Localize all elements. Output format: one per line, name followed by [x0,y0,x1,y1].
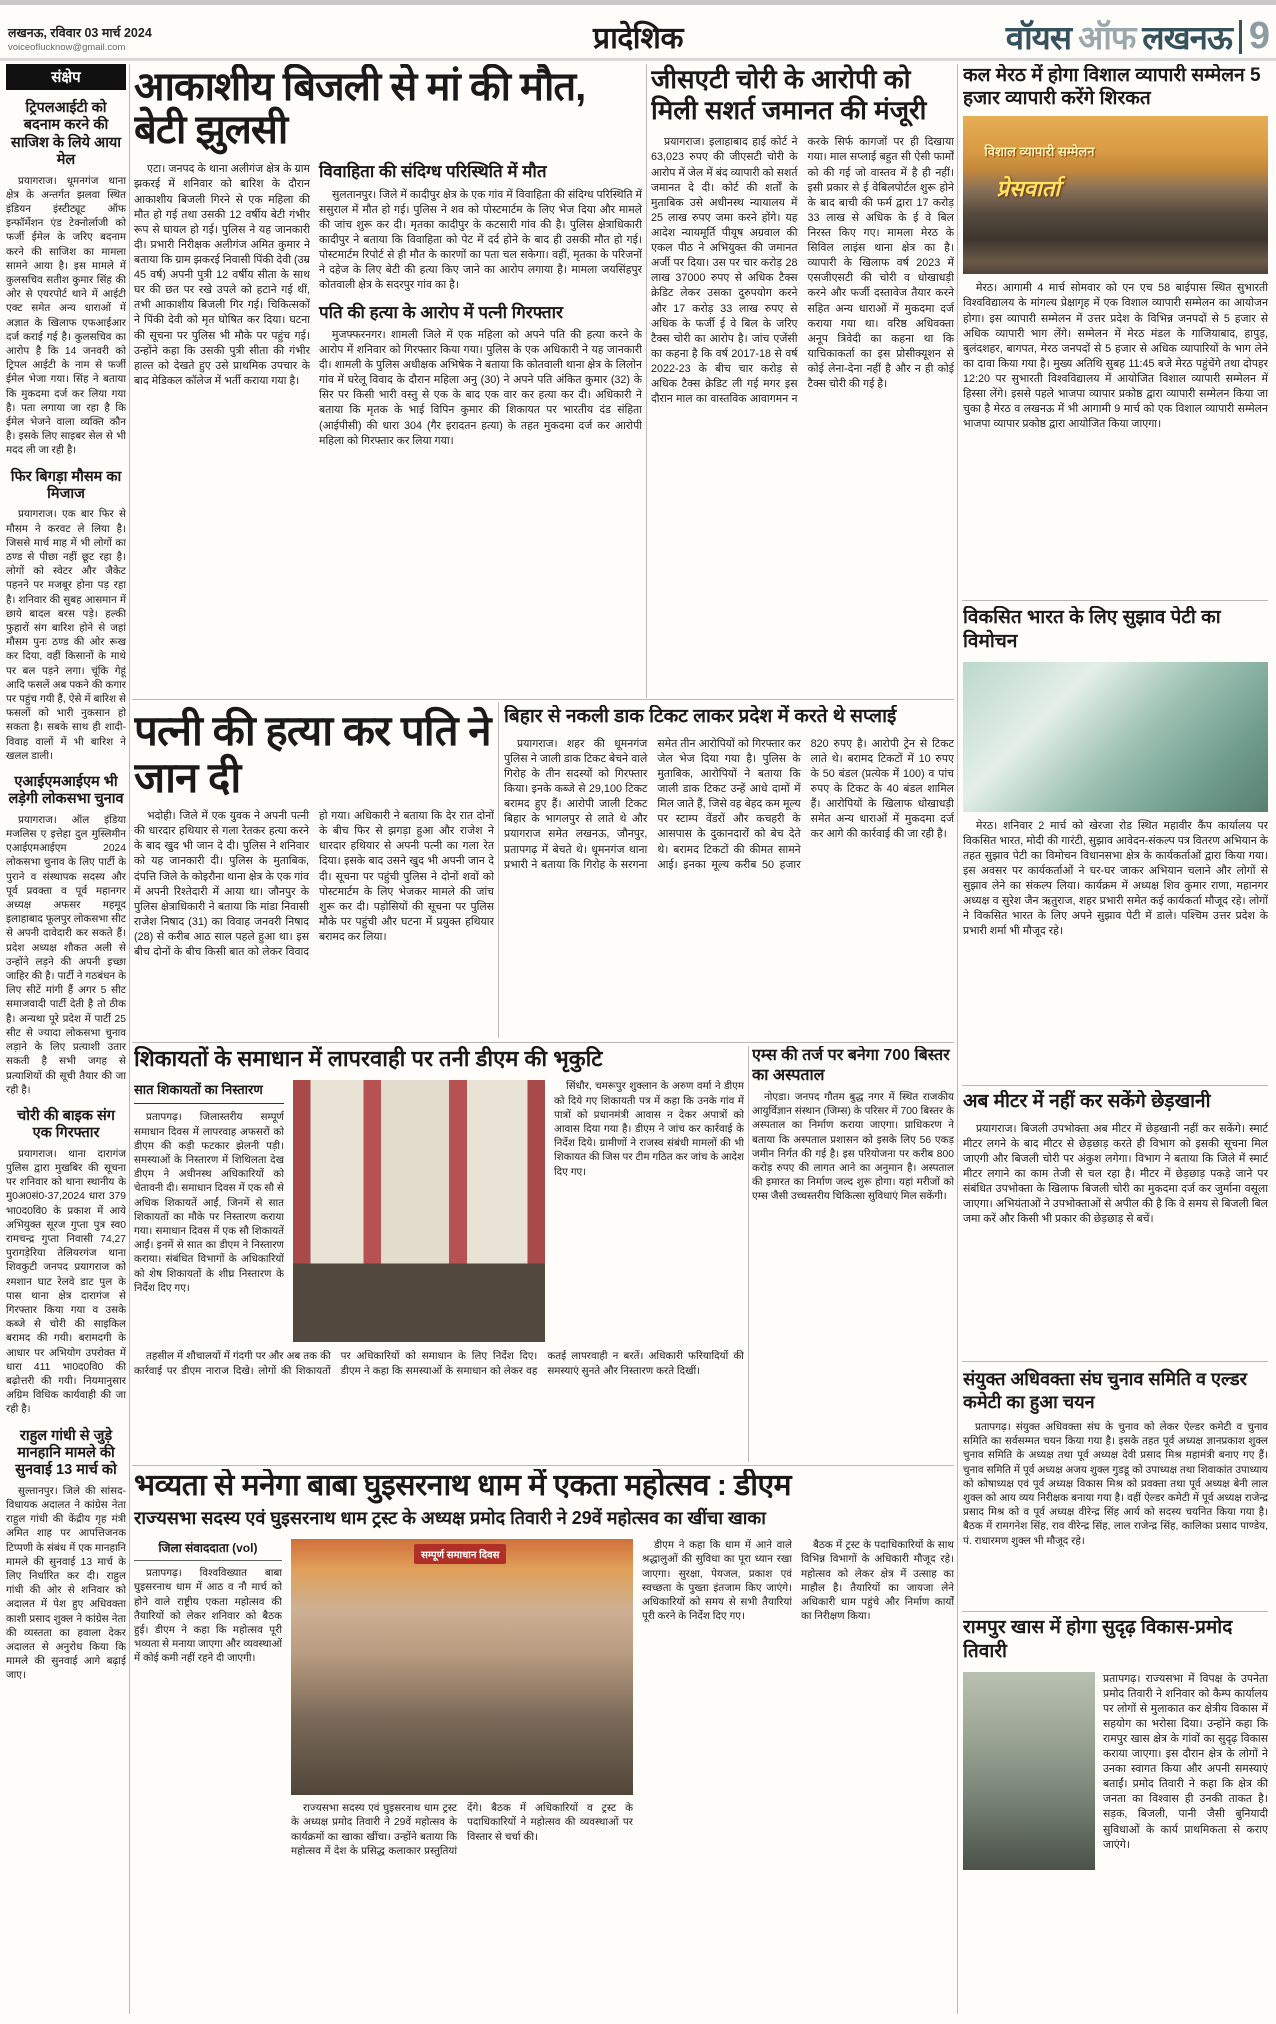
divider [957,64,958,2014]
divider [748,1046,749,1462]
article-festival [134,1469,954,2015]
divider [962,1361,1268,1362]
article-body: प्रतापगढ़। विश्वविख्यात बाबा घुइसरनाथ धाम में आठ व नौ मार्च को होने वाले राष्ट्रीय एकता महोत्सव की तैयारियों को लेकर शनिवार को बैठक हुई। डीएम ने कहा कि महोत्सव पूरी भव्यता से मनाया जाएगा और व्यवस्थाओं में कोई कमी नहीं रहने दी जाएगी। [134,1568,282,1665]
brief-body: प्रयागराज। धूमनगंज थाना क्षेत्र के अन्तर्गत झलवा स्थित इंडियन इंस्टीट्यूट ऑफ इन्फॉर्मेशन एंड टेक्नोर्लाजी को फर्जी ईमेल के जरिए बदनाम करने की साजिश का मामला सामने आया है। इस मामले में कुलसचिव सतीश कुमार सिंह की ओर से एयरपोर्ट थाने में आईटी एक्ट समेत अन्य धाराओं में अज्ञात के खिलाफ एफआईआर दर्ज कराई गई है। कुलसचिव का आरोप है कि 14 जनवरी को ट्रिपल आईटी के नाम से फर्जी ईमेल भेजा गया। सिंह ने बताया कि मुकदमा दर्ज कर लिया गया है। पता लगाया जा रहा है कि ईमेल भेजने वाला व्यक्ति कौन है। इसके लिए साइबर सेल से भी मदद ली जा रही है। [6,175,126,457]
article-body-wrap [963,1672,1268,1853]
divider [962,600,1268,601]
article-columns [134,162,642,674]
article-merchant-conference [963,64,1268,596]
article-meter-tampering [963,1090,1268,1356]
divider [132,699,954,700]
divider [129,64,130,2014]
article-headline: पत्नी की हत्या कर पति ने जान दी [134,707,491,802]
article-headline: कल मेरठ में होगा विशाल व्यापारी सम्मेलन 5 हजार व्यापारी करेंगे शिरकत [963,65,1261,110]
article-headline: भव्यता से मनेगा बाबा घुइसरनाथ धाम में एकता महोत्सव : डीएम [134,1469,792,1502]
article-headline: रामपुर खास में होगा सुदृढ़ विकास-प्रमोद तिवारी [963,1617,1233,1662]
article-headline: अब मीटर में नहीं कर सकेंगे छेड़खानी [963,1091,1211,1112]
masthead-word-3: लखनऊ [1142,19,1232,56]
article-body: प्रयागराज। इलाहाबाद हाई कोर्ट ने 63,023 रुपए की जीएसटी चोरी के आरोप में जेल में बंद व्यापारी को सशर्त जमानत दे दी। कोर्ट की शर्तों के मुताबिक उसे अधीनस्थ न्यायालय में 25 लाख रुपए जमा करने होंगे। यह आदेश न्यायमूर्ति पीयूष अग्रवाल की एकल पीठ ने अभियुक्त की जमानत अर्जी पर दिया। उस पर चार करोड़ 28 लाख 37000 रुपए से अधिक टैक्स क्रेडिट लेकर उसका दुरुपयोग करने और 17 करोड़ 33 लाख रुपए से अधिक के फर्जी ई वे बिल के जरिए टैक्स चोरी का आरोप है। जांच एजेंसी का कहना है कि वर्ष 2017-18 से वर्ष 2022-23 के बीच चार करोड़ से अधिक टैक्स क्रेडिट ली गई मगर इस दौरान माल का वास्तविक आवागमन न करके सिर्फ कागजों पर ही दिखाया गया। माल सप्लाई बहुत सी ऐसी फार्मों को की गई जो वास्तव में है ही नहीं। इसी प्रकार से ई वेबिलपोर्टल शुरू होने के बाद बाची की फर्म द्वारा 17 करोड़ 33 लाख से अधिक के ई वे बिल निरस्त किए गए। मामला मेरठ के सिविल लाइंस थाना क्षेत्र का है। व्यापारी के खिलाफ वर्ष 2023 में एसजीएसटी की चोरी व धोखाधड़ी करने और फर्जी दस्तावेज तैयार करने सहित अन्य धाराओं में मुकदमा दर्ज कराया गया था। वरिष्ठ अधिवक्ता अनूप त्रिवेदी का कहना था कि याचिकाकर्ता का इस प्रोसीक्यूशन से कोई लेना-देना नहीं है और न ही कोई टैक्स चोरी की गई है। [651,136,954,406]
article-body: मेरठ। आगामी 4 मार्च सोमवार को एन एच 58 बाईपास स्थित सुभारती विश्वविद्यालय के मांगल्य प्रेक्षागृह में एक विशाल व्यापारी सम्मेलन का आयोजन होगा। इस व्यापारी सम्मेलन में उत्तर प्रदेश के विभिन्न जनपदों से 5 हजार से अधिक व्यापारी भाग लेंगे। सम्मेलन में मेरठ मंडल के गाजियाबाद, हापुड़, बुलंदशहर, बागपत, मेरठ जनपदों से 5 हजार से अधिक व्यापारियों के भाग लेने का दावा किया गया है। मुख्य अतिथि सुबह 11:45 बजे मेरठ पहुंचेंगे तथा दोपहर 12:20 पर सुभारती विश्वविद्यालय में आयोजित विशाल व्यापारी सम्मेलन में हिस्सा लेंगे। इससे पहले भाजपा व्यापार प्रकोष्ठ द्वारा व्यापारी सम्मेलन किया जा चुका है मेरठ व लखनऊ में भी आगामी 9 मार्च को एक विशाल व्यापारी सम्मेलन भाजपा व्यापार प्रकोष्ठ द्वारा आयोजित किया जाएगा। [963,282,1268,431]
article-center-column [291,1539,633,1992]
article-lightning [134,64,642,698]
article-body: प्रतापगढ़। संयुक्त अधिवक्ता संघ के चुनाव को लेकर ऐल्डर कमेटी व चुनाव समिति का सर्वसम्मत चयन किया गया है। इसके तहत पूर्व अध्यक्ष ज्ञानप्रकाश शुक्ल चुनाव समिति के अध्यक्ष तथा पूर्व अध्यक्ष देवी प्रसाद मिश्र महामंत्री बनाए गए हैं। चुनाव समिति में पूर्व अध्यक्ष अजय शुक्ल गुडडू को उपाध्यक्ष तथा शिवाकांत उपाध्याय को कोषाध्यक्ष एवं पूर्व अध्यक्ष विकास मिश्र को प्रवक्ता तथा पूर्व अध्यक्ष बेनी लाल शुक्ल को आय व्यय निरीक्षक बनाया गया है। वहीं ऐल्डर कमेटी में पूर्व अध्यक्ष राजेन्द्र प्रसाद मिश्र को व पूर्व अध्यक्ष वीरेन्द्र सिंह आर्य को सदस्य चयनित किया गया है। बैठक में रामगनेश सिंह, राव वीरेन्द्र सिंह, लाल राजेन्द्र सिंह, कालिका प्रसाद पाण्डेय, पं. राधारमण शुक्ल भी मौजूद रहे। [963,1422,1268,1547]
article-headline: विकसित भारत के लिए सुझाव पेटी का विमोचन [963,607,1221,652]
contact-email: voiceoflucknow@gmail.com [8,42,126,53]
subarticle-headline: विवाहिता की संदिग्ध परिस्थिति में मौत [319,162,547,182]
edition-date: लखनऊ, रविवार 03 मार्च 2024 [8,26,152,40]
article-body: नोएडा। जनपद गौतम बुद्ध नगर में स्थित राजकीय आयुर्विज्ञान संस्थान (जिम्स) के परिसर में 700 बिस्तर के अस्पताल का निर्माण कराया जाएगा। प्राधिकरण ने बताया कि अस्पताल प्रशासन को इसके लिए 56 एकड़ जमीन निर्गत की गई है। इस परियोजना पर करीब 800 करोड़ रुपए की लागत आने का अनुमान है। अस्पताल की इमारत का निर्माण जल्द शुरू होगा। यहां मरीजों को एम्स जैसी उच्चस्तरीय चिकित्सा सुविधाएं मिल सकेंगी। [752,1092,954,1203]
article-byline: जिला संवाददाता (vol) [134,1539,282,1561]
masthead-word-1: वॉयस [1005,19,1072,56]
top-rule [0,0,1276,5]
rampur-crowd-photo [963,1672,1095,1870]
article-body: राज्यसभा सदस्य एवं घुइसरनाथ धाम ट्रस्ट के अध्यक्ष प्रमोद तिवारी ने 29वें महोत्सव के कार्यक्रमों का खाका खींचा। उन्होंने बताया कि महोत्सव में देश के प्रसिद्ध कलाकार प्रस्तुतियां देंगे। बैठक में अधिकारियों व ट्रस्ट के पदाधिकारियों ने महोत्सव की व्यवस्थाओं पर विस्तार से चर्चा की। [291,1803,633,1857]
brief-body: प्रयागराज। ऑल इंडिया मजलिस ए इत्तेहा दुल मुस्लिमीन एआईएमआईएम 2024 लोकसभा चुनाव के लिए पार्टी के पुराने व संस्थापक सदस्य और पूर्व प्रवक्ता व पूर्व महानगर अध्यक्ष अफसर महमूद इलाहाबाद फूलपुर लोकसभा सीट से अपनी दावेदारी कर सकते हैं। प्रदेश अध्यक्ष शौकत अली से उन्होंने लड़ने की अपनी इच्छा जाहिर की है। पार्टी ने गठबंधन के लिए सीटें मांगी हैं अगर 5 सीट समाजवादी पार्टी देती है तो ठीक है। अन्यथा पूरे प्रदेश में पार्टी 25 सीट से ज्यादा लोकसभा चुनाव लड़ाने के लिए प्रत्याशी उतार सकती है सभी जगह से प्रत्याशियों की सूची तैयार की जा रही है। [6,814,126,1096]
subarticle-headline: पति की हत्या के आरोप में पत्नी गिरफ्तार [319,302,563,322]
article-body: प्रतापगढ़। जिलास्तरीय सम्पूर्ण समाधान दिवस में लापरवाह अफसरों को डीएम की कड़ी फटकार झेलनी पड़ी। समस्याओं के निस्तारण में शिथिलता देख डीएम ने अधीनस्थ अधिकारियों को चेतावनी दी। समाधान दिवस में एक सौ से अधिक शिकायतें आईं, जिनमें से सात शिकायतों का मौके पर निस्तारण कराया गया। समाधान दिवस में एक सौ शिकायतें आईं। इनमें से सात का डीएम ने निस्तारण कराया। संबंधित विभागों के अधिकारियों को शेष शिकायतों के शीघ्र निस्तारण के निर्देश दिए गए। [134,1112,284,1294]
subarticle-body: मुजफ्फरनगर। शामली जिले में एक महिला को अपने पति की हत्या करने के आरोप में शनिवार को गिरफ्तार किया गया। पुलिस के एक अधिकारी ने यह जानकारी दी। शामली के पुलिस अधीक्षक अभिषेक ने बताया कि कोतवाली थाना क्षेत्र के लिलोन गांव में घरेलू विवाद के दौरान महिला अनु (30) ने अपने पति अंकित कुमार (32) के सिर पर किसी भारी वस्तु से एक के बाद एक वार कर हत्या कर दी। अधिकारी ने बताया कि मृतक के भाई विपिन कुमार की शिकायत पर भारतीय दंड संहिता (आईपीसी) की धारा 304 (गैर इरादतन हत्या) के तहत मुकदमा दर्ज कर आरोपी महिला को गिरफ्तार कर लिया गया। [319,328,642,447]
article-body: भदोही। जिले में एक युवक ने अपनी पत्नी की धारदार हथियार से गला रेतकर हत्या करने के बाद खुद भी जान दे दी। पुलिस ने शनिवार को यह जानकारी दी। पुलिस के मुताबिक, दंपत्ति जिले के कोइरौना थाना क्षेत्र के एक गांव में अपनी रिश्तेदारी में आया था। जौनपुर के पुलिस क्षेत्राधिकारी ने बताया कि मांडा निवासी राजेश निषाद (31) का विवाह जनवरी निषाद (28) से करीब आठ साल पहले हुआ था। इस बीच दोनों के बीच किसी बात को लेकर विवाद हो गया। अधिकारी ने बताया कि देर रात दोनों के बीच फिर से झगड़ा हुआ और राजेश ने धारदार हथियार से अपनी पत्नी का गला रेत दिया। इसके बाद उसने खुद भी अपनी जान दे दी। सूचना पर पहुंची पुलिस ने दोनों शवों को पोस्टमार्टम के लिए भेजकर मामले की जांच शुरू कर दी। पड़ोसियों की सूचना पर पुलिस मौके पर पहुंची और घटना में प्रयुक्त हथियार बरामद कर लिया। [134,810,494,959]
brief-item [6,1428,126,1684]
divider [498,702,499,1038]
article-headline: एम्स की तर्ज पर बनेगा 700 बिस्तर का अस्पताल [752,1047,950,1084]
article-advocates-committee [963,1366,1268,1606]
brief-body: सुल्तानपुर। जिले की सांसद-विधायक अदालत ने कांग्रेस नेता राहुल गांधी की केंद्रीय गृह मंत्री अमित शाह पर आपत्तिजनक टिप्पणी के संबंध में एक मानहानि मामले की सुनवाई 13 मार्च के लिए निर्धारित कर दी। राहुल गांधी की ओर से शनिवार को अदालत में पेश हुए अधिवक्ता काशी प्रसाद शुक्ल ने कांग्रेस नेता की व्यस्तता का हवाला देकर अदालत से अनुरोध किया कि मामले की सुनवाई आगे बढ़ाई जाए। [6,1485,126,1682]
article-body: तहसील में शौचालयों में गंदगी पर और अब तक की कार्रवाई पर डीएम नाराज दिखे। लोगों की शिकायतों पर अधिकारियों को समाधान के लिए निर्देश दिए। डीएम ने कहा कि समस्याओं के समाधान को लेकर वह कतई लापरवाही न बरतें। अधिकारी फरियादियों की समस्याएं सुनते और निस्तारण करते दिखीं। [134,1351,744,1377]
article-bullet-point: सात शिकायतों का निस्तारण [134,1080,284,1104]
photo-banner-text: सम्पूर्ण समाधान दिवस [414,1544,506,1564]
article-headline: बिहार से नकली डाक टिकट लाकर प्रदेश में करते थे सप्लाई [504,706,897,727]
article-subheadline: राज्यसभा सदस्य एवं घुइसरनाथ धाम ट्रस्ट के अध्यक्ष प्रमोद तिवारी ने 29वें महोत्सव का खींचा खाका [134,1507,766,1528]
festival-meeting-photo [291,1539,633,1795]
page-number: 9 [1248,15,1270,57]
article-body: बैठक में ट्रस्ट के पदाधिकारियों के साथ विभिन्न विभागों के अधिकारी मौजूद रहे। महोत्सव को लेकर क्षेत्र में उत्साह का माहौल है। तैयारियों का जायजा लेने अधिकारी धाम पहुंचे और निर्माण कार्यों का निरीक्षण किया। [801,1540,954,1623]
article-wife-murder [134,705,494,1039]
briefs-header: संक्षेप [6,64,126,90]
divider [132,1042,954,1043]
brief-headline: ट्रिपलआईटी को बदनाम करने की साजिश के लिये आया मेल [10,100,122,169]
article-gst-bail [651,64,954,698]
brief-item [6,100,126,459]
divider [646,64,647,698]
brief-item [6,1108,126,1418]
article-dm-complaints [134,1046,744,1462]
brief-item [6,469,126,764]
brief-headline: फिर बिगड़ा मौसम का मिजाज [10,468,122,503]
brief-headline: एआईएमआईएम भी लड़ेगी लोकसभा चुनाव [8,774,124,808]
masthead [930,14,1270,59]
subarticle-body: सुलतानपुर। जिले में कादीपुर क्षेत्र के एक गांव में विवाहिता की संदिग्ध परिस्थिति में ससुराल में मौत हो गई। पुलिस ने शव को पोस्टमार्टम के लिए भेज दिया और मामले की जांच शुरू कर दी। मृतका कादीपुर के कटसारी गांव की है। पुलिस क्षेत्राधिकारी कादीपुर ने बताया कि विवाहिता को पेट में दर्द होने के बाद ही उसकी मौत हो गई। पोस्टमार्टम रिपोर्ट से ही मौत के कारणों का पता चल सकेगा। वहीं, मृतका के परिजनों ने दहेज के लिए बेटी की हत्या किए जाने का आरोप लगाया है। मामला जयसिंहपुर कोतवाली क्षेत्र के सदरपुर गांव का है। [319,188,642,292]
section-title: प्रादेशिक [593,22,683,55]
dm-meeting-photo [293,1080,545,1342]
article-subcolumn [319,162,642,674]
press-conference-photo [963,116,1268,274]
article-body: प्रयागराज। शहर की धूमनगंज पुलिस ने जाली डाक टिकट बेचने वाले गिरोह के तीन सदस्यों को गिरफ्तार किया। इनके कब्जे से 29,100 टिकट बरामद हुए हैं। आरोपी जाली टिकट बिहार के भागलपुर से लाते थे और प्रयागराज समेत लखनऊ, जौनपुर, प्रतापगढ़ में बेचते थे। धूमनगंज थाना प्रभारी ने बताया कि गिरोह के सरगना समेत तीन आरोपियों को गिरफ्तार कर जेल भेज दिया गया है। पुलिस के मुताबिक, आरोपियों ने बताया कि जाली डाक टिकट उन्हें आधे दामों में मिल जाते हैं, जिसे वह बेहद कम मूल्य पर स्टाम्प वेंडरों और कचहरी के आसपास के दुकानदारों को बेच देते थे। बरामद टिकटों की कीमत सामने आई। इनका मूल्य करीब 50 हजार 820 रुपए है। आरोपी ट्रेन से टिकट लाते थे। बरामद टिकटों में 10 रुपए के 50 बंडल (प्रत्येक में 100) व पांच रुपए के टिकट के 40 बंडल शामिल हैं। आरोपियों के खिलाफ धोखाधड़ी समेत अन्य धाराओं में मुकदमा दर्ज कर आगे की कार्रवाई की जा रही है। [504,737,954,871]
article-headline: शिकायतों के समाधान में लापरवाही पर तनी डीएम की भृकुटि [134,1046,603,1071]
photo-banner-text: प्रेसवार्ता [996,176,1061,202]
article-body: एटा। जनपद के थाना अलीगंज क्षेत्र के ग्राम झकरई में शनिवार को बारिश के दौरान आकाशीय बिजली गिरने से एक महिला की मौत हो गई तथा उसकी 12 वर्षीय बेटी गंभीर रूप से घायल हो गई। पुलिस ने यह जानकारी दी। प्रभारी निरीक्षक अलीगंज अमित कुमार ने बताया कि ग्राम झकरई निवासी पिंकी देवी (उम्र 45 वर्ष) अपनी पुत्री 12 वर्षीय सीता के साथ घर की छत पर रखे उपले को हटाने गई थीं, तभी आकाशीय बिजली गिर गई। चिकित्सकों ने पिंकी देवी को मृत घोषित कर दिया। घटना की सूचना पर पुलिस भी मौके पर पहुंच गई। उन्होंने कहा कि उसकी पुत्री सीता की गंभीर हाल्त को देखते हुए उसे प्राथमिक उपचार के बाद मेडिकल कॉलेज में भर्ती कराया गया है। [134,163,310,387]
brief-headline: चोरी की बाइक संग एक गिरफ्तार [17,1107,115,1142]
article-suggestion-box [963,606,1268,1082]
article-body: सिंधौर, चमरूपुर शुक्लान के अरुण वर्मा ने डीएम को दिये गए शिकायती पत्र में कहा कि उनके गांव में पात्रों को प्रधानमंत्री आवास न देकर अपात्रों को आवास दिया गया है। डीएम ने जांच कर कार्रवाई के निर्देश दिये। ग्रामीणों ने राजस्व संबंधी मामलों की भी शिकायत की जिस पर टीम गठित कर जांच के आदेश दिए गए। [554,1081,744,1178]
suggestion-box-photo [963,662,1268,812]
article-headline: आकाशीय बिजली से मां की मौत, बेटी झुलसी [134,65,586,153]
article-columns [134,1539,954,1992]
photo-banner-text: विशाल व्यापारी सम्मेलन [984,143,1095,159]
article-body: प्रयागराज। बिजली उपभोक्ता अब मीटर में छेड़खानी नहीं कर सकेंगे। स्मार्ट मीटर लगने के बाद मीटर से छेड़छाड़ करते ही विभाग को इसकी सूचना मिल जाएगी और बिजली चोरी पर अंकुश लगेगा। विभाग ने बताया कि जिले में स्मार्ट मीटर लगाने का काम तेजी से चल रहा है। मीटर में छेड़छाड़ पकड़े जाने पर संबंधित उपभोक्ता के खिलाफ बिजली चोरी का मुकदमा दर्ज कर जुर्माना वसूला जाएगा। अभियंताओं ने उपभोक्ताओं से अपील की है कि वे समय से बिजली बिल जमा करें और किसी भी प्रकार की छेड़छाड़ से बचें। [963,1122,1268,1226]
article-left-column [134,1080,284,1342]
divider [962,1085,1268,1086]
article-rampur-khas [963,1616,1268,2016]
article-body: डीएम ने कहा कि धाम में आने वाले श्रद्धालुओं की सुविधा का पूरा ध्यान रखा जाएगा। सुरक्षा, पेयजल, प्रकाश एवं स्वच्छता के पुख्ता इंतजाम किए जाएंगे। अधिकारियों को समय से सभी तैयारियां पूरी करने के निर्देश दिए गए। [642,1540,792,1623]
divider [132,1465,954,1466]
header-rule [0,58,1276,61]
article-headline: संयुक्त अधिवक्ता संघ चुनाव समिति व एल्डर कमेटी का हुआ चयन [963,1369,1247,1412]
brief-body: प्रयागराज। एक बार फिर से मौसम ने करवट ले लिया है। जिससे मार्च माह में भी लोगों का ठण्ड से पीछा नहीं छूट रहा है। लोगों को स्वेटर और जैकेट पहनने पर मजबूर होना पड़ रहा है। शनिवार की सुबह आसमान में छाये बादल बरस पड़े। हल्की फुहारों संग बारिश होने से जहां मौसम पुनः ठण्ड की ओर रूख कर दिया, वहीं किसानों के माथे पर बल पड़ने लगा। चूंकि गेहूं आदि फसलें अब पकने की कगार पर पहुंच गयी हैं, ऐसे में बारिश से फसलों को भारी नुकसान हो सकता है। सबके साथ ही शादी-विवाह वालों में भी बारिश ने खलल डाली। [6,509,126,762]
brief-headline: राहुल गांधी से जुड़े मानहानि मामले की सुनवाई 13 मार्च को [15,1427,117,1479]
briefs-column [6,64,126,2016]
article-aiims-hospital [752,1046,954,1462]
masthead-divider [1239,20,1242,54]
article-fake-stamps [504,705,954,1039]
divider [962,1611,1268,1612]
masthead-word-2: ऑफ [1078,19,1136,56]
article-headline: जीसएटी चोरी के आरोपी को मिली सशर्त जमानत की मंजूरी [651,64,927,125]
article-columns [134,1080,744,1342]
brief-body: प्रयागराज। थाना दारागंज पुलिस द्वारा मुखबिर की सूचना पर शनिवार को थाना स्थानीय के मु0अ0सं0-37,2024 धारा 379 भा0द0वि0 के प्रकाश में आये अभियुक्त सूरज गुप्ता पुत्र स्व0 रामचन्द्र गुप्ता निवासी 74,27 पुरागड़ेरिया तेलियरगंज थाना शिवकुटी जनपद प्रयागराज को श्मशान घाट रेलवे डाट पुल के पास थाना क्षेत्र दारागंज से गिरफ्तार किया गया व उसके कब्जे से चोरी की साइकिल बरामद की गयी। बरामदगी के आधार पर अभियोग उपरोक्त में धारा 411 भा0द0वि0 की बढ़ोत्तरी की गयी। नियमानुसार अग्रिम विधिक कार्यवाही की जा रही है। [6,1148,126,1416]
article-body: प्रतापगढ़। राज्यसभा में विपक्ष के उपनेता प्रमोद तिवारी ने शनिवार को कैम्प कार्यालय पर लोगों से मुलाकात कर क्षेत्रीय विकास में सहयोग का भरोसा दिया। उन्होंने कहा कि रामपुर खास क्षेत्र के गांवों का सुदृढ़ विकास कराया जाएगा। इस दौरान क्षेत्र के लोगों ने उनका स्वागत किया और अपनी समस्याएं बताईं। प्रमोद तिवारी ने कहा कि क्षेत्र की जनता का विश्वास ही उनकी ताकत है। सड़क, बिजली, पानी जैसी बुनियादी सुविधाओं के कार्य प्राथमिकता से कराए जाएंगे। [1103,1672,1268,1851]
brief-item [6,774,126,1098]
article-body: मेरठ। शनिवार 2 मार्च को खेरजा रोड स्थित महावीर कैंप कार्यालय पर विकसित भारत, मोदी की गारंटी, सुझाव आवेदन-संकल्प पत्र वितरण अभियान के तहत सुझाव पेटी का विमोचन विधानसभा क्षेत्र के कार्यकर्ताओं द्वारा किया गया। इस अवसर पर कार्यकर्ताओं ने घर-घर जाकर अभियान चलाने और लोगों से सुझाव लेने का संकल्प लिया। कार्यक्रम में अध्यक्ष शिव कुमार राणा, महानगर अध्यक्ष व सुरेश जैन ऋतुराज, शहर प्रभारी समेत कई कार्यकर्ता मौजूद रहे। लोगों ने विकसित भारत के लिए अपने सुझाव पेटी में डाले। पश्चिम उत्तर प्रदेश के प्रभारी शर्मा भी मौजूद रहे। [963,819,1268,938]
article-left-column [134,1539,282,1992]
